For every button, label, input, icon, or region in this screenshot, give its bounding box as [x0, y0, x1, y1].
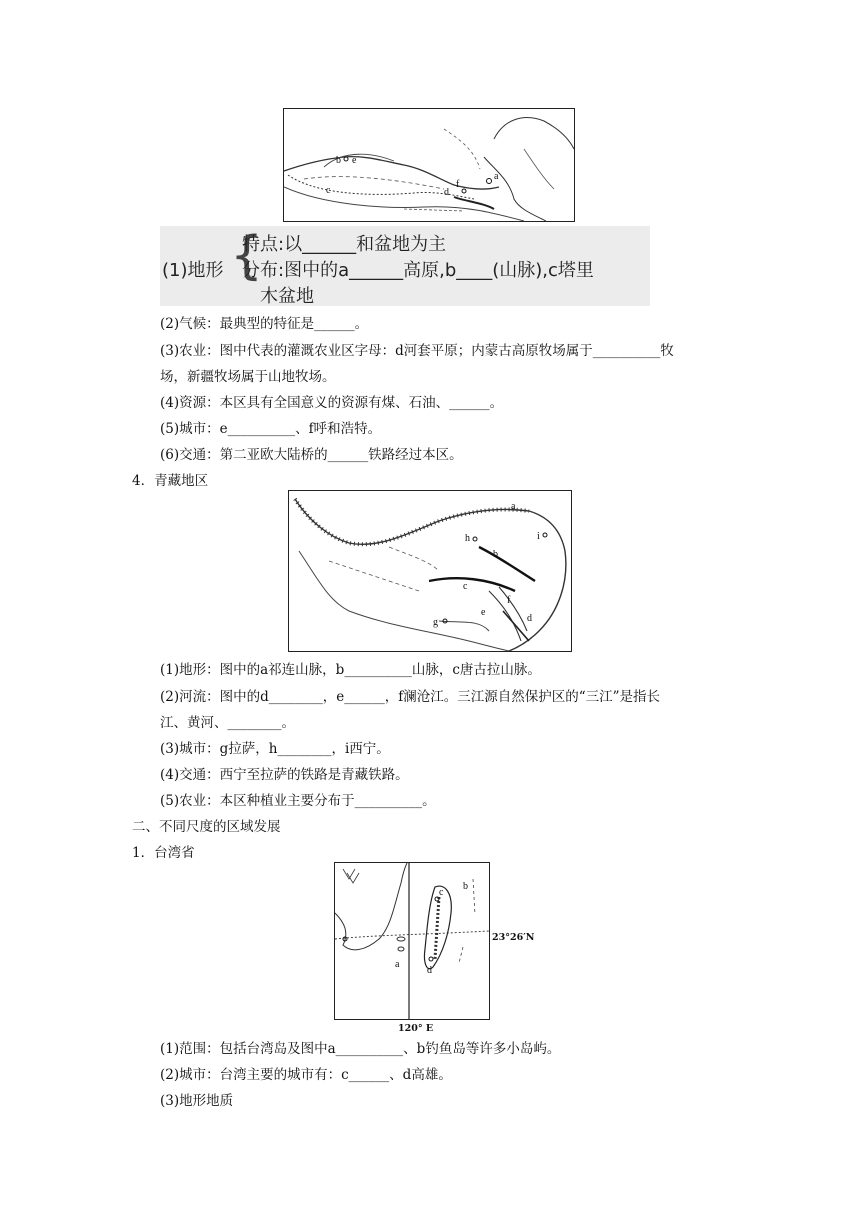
qt-terrain: (1)地形：图中的a祁连山脉，b__________山脉，c唐古拉山脉。 [160, 662, 541, 678]
taiwan-meridian-label: 120° E [398, 1023, 434, 1034]
nw-climate: (2)气候：最典型的特征是______。 [160, 316, 369, 332]
tw-map-label-b: b [463, 881, 468, 892]
nw-map-label-e: e [352, 155, 357, 166]
tw-scope: (1)范围：包括台湾岛及图中a__________、b钓鱼岛等许多小岛屿。 [160, 1041, 561, 1057]
section2-heading: 二、不同尺度的区域发展 [132, 819, 281, 835]
qt-map-label-b: b [493, 549, 498, 560]
nw-map-label-b: b [336, 155, 341, 166]
nw-agriculture-line1: (3)农业：图中代表的灌溉农业区字母：d河套平原；内蒙古高原牧场属于__________牧 [160, 343, 674, 359]
qt-transport: (4)交通：西宁至拉萨的铁路是青藏铁路。 [160, 767, 409, 783]
hw-line-1: 特点:以______和盆地为主 [242, 234, 447, 255]
qt-map-label-i: i [537, 531, 540, 542]
tw-cities: (2)城市：台湾主要的城市有：c______、d高雄。 [160, 1067, 452, 1083]
nw-map-label-a: a [494, 171, 499, 182]
tw-map-label-d: d [427, 965, 432, 976]
taiwan-map [334, 862, 490, 1020]
nw-transport: (6)交通：第二亚欧大陆桥的______铁路经过本区。 [160, 447, 463, 463]
hw-bracket-label: (1)地形 [162, 260, 224, 281]
qt-agriculture: (5)农业：本区种植业主要分布于__________。 [160, 793, 436, 809]
qt-heading: 4．青藏地区 [132, 473, 209, 489]
tw-geology: (3)地形地质 [160, 1093, 234, 1109]
tw-map-label-c: c [439, 887, 444, 898]
qt-map-label-a: a [511, 501, 516, 512]
nw-agriculture-line2: 场，新疆牧场属于山地牧场。 [160, 369, 336, 385]
qt-map-label-d: d [527, 613, 532, 624]
taiwan-tropic-label: 23°26′N [492, 932, 535, 943]
nw-map-label-f: f [456, 179, 460, 190]
hw-line-3: 木盆地 [260, 286, 314, 307]
hw-line-2: 分布:图中的a______高原,b____(山脉),c塔里 [242, 260, 594, 281]
hw-bracket: { [230, 226, 264, 286]
qt-rivers-line2: 江、黄河、________。 [160, 715, 295, 731]
qt-map-label-h: h [465, 533, 470, 544]
qt-map-label-f: f [507, 595, 511, 606]
qt-map-label-c: c [463, 581, 468, 592]
qt-rivers-line1: (2)河流：图中的d________，e______，f澜沧江。三江源自然保护区的“三江”是指长 [160, 689, 661, 705]
qt-map-label-e: e [481, 607, 486, 618]
nw-map-label-d: d [444, 187, 449, 198]
nw-cities: (5)城市：e__________、f呼和浩特。 [160, 421, 382, 437]
tw-map-label-a: a [395, 959, 400, 970]
nw-resources: (4)资源：本区具有全国意义的资源有煤、石油、______。 [160, 395, 504, 411]
terrain-handwritten-note [160, 226, 650, 306]
northwest-map [283, 108, 575, 222]
qt-map-label-g: g [433, 617, 438, 628]
taiwan-heading: 1．台湾省 [132, 845, 195, 861]
qt-cities: (3)城市：g拉萨，h________，i西宁。 [160, 741, 390, 757]
qinghai-tibet-map [288, 490, 572, 652]
nw-map-label-c: c [326, 185, 331, 196]
